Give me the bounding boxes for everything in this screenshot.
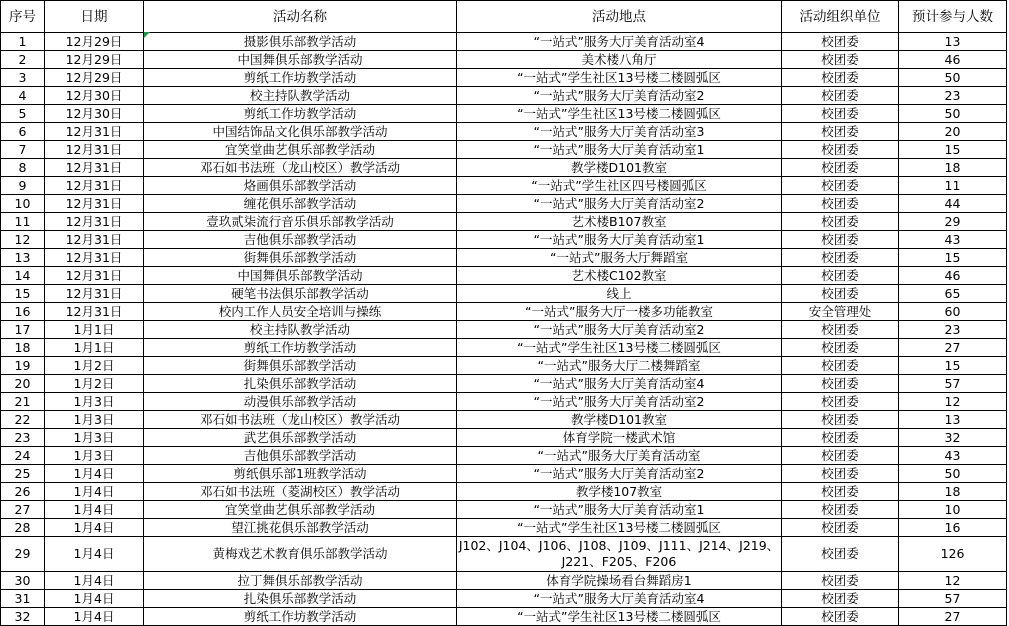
table-row [1,375,1007,393]
cell-org[interactable]: 校团委 [782,51,899,69]
cell-place[interactable]: “一站式”服务大厅一楼多功能教室 [457,303,782,321]
cell-count[interactable]: 10 [899,501,1007,519]
cell-place[interactable]: “一站式”服务大厅二楼舞蹈室 [457,357,782,375]
cell-name[interactable]: 吉他俱乐部教学活动 [144,231,457,249]
cell-no[interactable]: 1 [1,33,45,51]
cell-name[interactable]: 吉他俱乐部教学活动 [144,447,457,465]
cell-date[interactable]: 1月1日 [45,321,144,339]
cell-date[interactable]: 12月31日 [45,285,144,303]
table-row [1,483,1007,501]
cell-date[interactable]: 12月29日 [45,51,144,69]
cell-place[interactable]: 体育学院一楼武术馆 [457,429,782,447]
cell-no[interactable]: 22 [1,411,45,429]
cell-place[interactable]: “一站式”服务大厅美育活动室4 [457,590,782,608]
cell-place[interactable]: “一站式”学生社区13号楼二楼圆弧区 [457,339,782,357]
cell-no[interactable]: 12 [1,231,45,249]
cell-date[interactable]: 1月4日 [45,572,144,590]
cell-name[interactable]: 缠花俱乐部教学活动 [144,195,457,213]
table-row [1,339,1007,357]
cell-no[interactable]: 13 [1,249,45,267]
cell-date[interactable]: 12月31日 [45,267,144,285]
cell-org[interactable]: 校团委 [782,105,899,123]
cell-no[interactable]: 28 [1,519,45,537]
cell-org[interactable]: 校团委 [782,249,899,267]
cell-count[interactable]: 60 [899,303,1007,321]
cell-count[interactable]: 44 [899,195,1007,213]
cell-no[interactable]: 23 [1,429,45,447]
cell-org[interactable]: 校团委 [782,267,899,285]
cell-place[interactable]: “一站式”服务大厅美育活动室3 [457,123,782,141]
cell-name[interactable]: 宜笑堂曲艺俱乐部教学活动 [144,501,457,519]
cell-org[interactable]: 校团委 [782,213,899,231]
cell-name[interactable]: 街舞俱乐部教学活动 [144,249,457,267]
cell-name[interactable]: 街舞俱乐部教学活动 [144,357,457,375]
cell-date[interactable]: 12月29日 [45,69,144,87]
table-row [1,393,1007,411]
cell-name[interactable]: 剪纸工作坊教学活动 [144,339,457,357]
cell-name[interactable]: 动漫俱乐部教学活动 [144,393,457,411]
cell-date[interactable]: 1月4日 [45,483,144,501]
cell-no[interactable]: 30 [1,572,45,590]
cell-count[interactable]: 20 [899,123,1007,141]
cell-no[interactable]: 11 [1,213,45,231]
cell-name[interactable]: 邓石如书法班（龙山校区）教学活动 [144,411,457,429]
cell-no[interactable]: 32 [1,608,45,626]
cell-org[interactable]: 校团委 [782,483,899,501]
cell-org[interactable]: 校团委 [782,393,899,411]
cell-count[interactable]: 16 [899,519,1007,537]
table-row [1,123,1007,141]
cell-place[interactable]: “一站式”学生社区13号楼二楼圆弧区 [457,69,782,87]
cell-count[interactable]: 50 [899,69,1007,87]
table-row [1,321,1007,339]
cell-count[interactable]: 23 [899,87,1007,105]
cell-date[interactable]: 12月31日 [45,249,144,267]
cell-no[interactable]: 31 [1,590,45,608]
cell-date[interactable]: 1月1日 [45,339,144,357]
cell-date[interactable]: 1月4日 [45,465,144,483]
header-row [1,1,1007,33]
cell-place[interactable]: “一站式”服务大厅美育活动室2 [457,321,782,339]
cell-org[interactable]: 安全管理处 [782,303,899,321]
cell-name[interactable]: 壹玖贰柒流行音乐俱乐部教学活动 [144,213,457,231]
cell-place[interactable]: “一站式”服务大厅美育活动室1 [457,231,782,249]
cell-no[interactable]: 18 [1,339,45,357]
cell-count[interactable]: 43 [899,447,1007,465]
cell-count[interactable]: 15 [899,141,1007,159]
cell-org[interactable]: 校团委 [782,141,899,159]
cell-date[interactable]: 12月31日 [45,303,144,321]
cell-place[interactable]: “一站式”服务大厅美育活动室2 [457,465,782,483]
cell-count[interactable]: 57 [899,590,1007,608]
cell-org[interactable]: 校团委 [782,590,899,608]
cell-org[interactable]: 校团委 [782,608,899,626]
cell-count[interactable]: 18 [899,159,1007,177]
cell-count[interactable]: 43 [899,231,1007,249]
table-row [1,87,1007,105]
cell-no[interactable]: 2 [1,51,45,69]
cell-name[interactable]: 硬笔书法俱乐部教学活动 [144,285,457,303]
cell-org[interactable]: 校团委 [782,231,899,249]
cell-org[interactable]: 校团委 [782,339,899,357]
cell-no[interactable]: 4 [1,87,45,105]
cell-date[interactable]: 1月3日 [45,447,144,465]
cell-date[interactable]: 12月31日 [45,123,144,141]
cell-count[interactable]: 23 [899,321,1007,339]
cell-name[interactable]: 拉丁舞俱乐部教学活动 [144,572,457,590]
cell-date[interactable]: 1月2日 [45,375,144,393]
cell-date[interactable]: 12月31日 [45,159,144,177]
cell-count[interactable]: 126 [899,537,1007,572]
cell-no[interactable]: 16 [1,303,45,321]
table-row [1,590,1007,608]
cell-org[interactable]: 校团委 [782,195,899,213]
cell-count[interactable]: 50 [899,105,1007,123]
table-row [1,177,1007,195]
header-place[interactable]: 活动地点 [457,1,782,33]
cell-no[interactable]: 5 [1,105,45,123]
cell-date[interactable]: 12月31日 [45,213,144,231]
cell-name[interactable]: 邓石如书法班（菱湖校区）教学活动 [144,483,457,501]
cell-place[interactable]: “一站式”服务大厅美育活动室2 [457,87,782,105]
cell-count[interactable]: 27 [899,339,1007,357]
cell-date[interactable]: 1月3日 [45,411,144,429]
cell-org[interactable]: 校团委 [782,87,899,105]
cell-org[interactable]: 校团委 [782,285,899,303]
cell-no[interactable]: 29 [1,537,45,572]
table-row [1,465,1007,483]
table-row [1,537,1007,572]
cell-date[interactable]: 1月3日 [45,429,144,447]
cell-name[interactable]: 剪纸俱乐部1班教学活动 [144,465,457,483]
cell-place[interactable]: “一站式”服务大厅美育活动室1 [457,141,782,159]
cell-count[interactable]: 27 [899,608,1007,626]
cell-org[interactable]: 校团委 [782,177,899,195]
cell-place[interactable]: “一站式”服务大厅舞蹈室 [457,249,782,267]
cell-count[interactable]: 65 [899,285,1007,303]
cell-name[interactable]: 剪纸工作坊教学活动 [144,608,457,626]
cell-name[interactable]: 校主持队教学活动 [144,321,457,339]
cell-name[interactable]: 烙画俱乐部教学活动 [144,177,457,195]
cell-place[interactable]: 艺术楼B107教室 [457,213,782,231]
table-row [1,411,1007,429]
table-row [1,51,1007,69]
cell-comment-marker [144,32,150,38]
cell-date[interactable]: 1月4日 [45,537,144,572]
cell-name[interactable]: 校内工作人员安全培训与操练 [144,303,457,321]
cell-date[interactable]: 1月4日 [45,501,144,519]
cell-no[interactable]: 9 [1,177,45,195]
cell-name[interactable]: 中国结饰品文化俱乐部教学活动 [144,123,457,141]
cell-name[interactable]: 校主持队教学活动 [144,87,457,105]
cell-count[interactable]: 15 [899,357,1007,375]
cell-name[interactable]: 中国舞俱乐部教学活动 [144,51,457,69]
cell-no[interactable]: 20 [1,375,45,393]
cell-org[interactable]: 校团委 [782,33,899,51]
table-row [1,519,1007,537]
cell-org[interactable]: 校团委 [782,519,899,537]
header-count[interactable]: 预计参与人数 [899,1,1007,33]
cell-place[interactable]: “一站式”服务大厅美育活动室 [457,447,782,465]
cell-no[interactable]: 10 [1,195,45,213]
cell-place[interactable]: 美术楼八角厅 [457,51,782,69]
cell-no[interactable]: 26 [1,483,45,501]
header-date[interactable]: 日期 [45,1,144,33]
cell-count[interactable]: 12 [899,393,1007,411]
cell-no[interactable]: 24 [1,447,45,465]
cell-date[interactable]: 12月29日 [45,33,144,51]
cell-org[interactable]: 校团委 [782,501,899,519]
table-row [1,105,1007,123]
cell-count[interactable]: 50 [899,465,1007,483]
cell-date[interactable]: 12月30日 [45,105,144,123]
table-row [1,141,1007,159]
table-row [1,213,1007,231]
cell-no[interactable]: 15 [1,285,45,303]
table-row [1,501,1007,519]
table-row [1,231,1007,249]
table-row [1,357,1007,375]
table-row [1,267,1007,285]
cell-date[interactable]: 1月3日 [45,393,144,411]
cell-count[interactable]: 29 [899,213,1007,231]
cell-date[interactable]: 1月4日 [45,590,144,608]
cell-name[interactable]: 扎染俱乐部教学活动 [144,375,457,393]
cell-org[interactable]: 校团委 [782,357,899,375]
cell-place[interactable]: J102、J104、J106、J108、J109、J111、J214、J219、J221、F205、F206 [457,537,782,572]
cell-place[interactable]: 教学楼D101教室 [457,411,782,429]
cell-no[interactable]: 7 [1,141,45,159]
cell-place[interactable]: 体育学院操场看台舞蹈房1 [457,572,782,590]
cell-place[interactable]: 教学楼D101教室 [457,159,782,177]
cell-place[interactable]: “一站式”学生社区13号楼二楼圆弧区 [457,519,782,537]
cell-org[interactable]: 校团委 [782,572,899,590]
cell-place[interactable]: 艺术楼C102教室 [457,267,782,285]
cell-count[interactable]: 13 [899,33,1007,51]
cell-count[interactable]: 11 [899,177,1007,195]
cell-no[interactable]: 3 [1,69,45,87]
cell-no[interactable]: 17 [1,321,45,339]
cell-org[interactable]: 校团委 [782,429,899,447]
cell-date[interactable]: 12月31日 [45,177,144,195]
cell-count[interactable]: 32 [899,429,1007,447]
table-row [1,608,1007,626]
cell-place[interactable]: “一站式”学生社区四号楼圆弧区 [457,177,782,195]
cell-count[interactable]: 13 [899,411,1007,429]
cell-date[interactable]: 1月4日 [45,608,144,626]
cell-no[interactable]: 27 [1,501,45,519]
cell-place[interactable]: “一站式”学生社区13号楼二楼圆弧区 [457,105,782,123]
table-row [1,285,1007,303]
cell-count[interactable]: 46 [899,51,1007,69]
cell-no[interactable]: 21 [1,393,45,411]
cell-org[interactable]: 校团委 [782,465,899,483]
cell-name[interactable]: 黄梅戏艺术教育俱乐部教学活动 [144,537,457,572]
cell-org[interactable]: 校团委 [782,123,899,141]
cell-org[interactable]: 校团委 [782,321,899,339]
cell-date[interactable]: 1月2日 [45,357,144,375]
cell-count[interactable]: 15 [899,249,1007,267]
cell-place[interactable]: “一站式”服务大厅美育活动室2 [457,195,782,213]
cell-place[interactable]: “一站式”服务大厅美育活动室2 [457,393,782,411]
table-row [1,572,1007,590]
cell-org[interactable]: 校团委 [782,69,899,87]
cell-place[interactable]: “一站式”服务大厅美育活动室4 [457,33,782,51]
table-row [1,33,1007,51]
cell-date[interactable]: 12月30日 [45,87,144,105]
cell-place[interactable]: “一站式”学生社区13号楼二楼圆弧区 [457,608,782,626]
table-row [1,159,1007,177]
cell-no[interactable]: 25 [1,465,45,483]
cell-name[interactable]: 邓石如书法班（龙山校区）教学活动 [144,159,457,177]
cell-org[interactable]: 校团委 [782,375,899,393]
cell-place[interactable]: 线上 [457,285,782,303]
cell-name[interactable]: 武艺俱乐部教学活动 [144,429,457,447]
cell-org[interactable]: 校团委 [782,537,899,572]
cell-name[interactable]: 剪纸工作坊教学活动 [144,105,457,123]
cell-count[interactable]: 57 [899,375,1007,393]
cell-org[interactable]: 校团委 [782,159,899,177]
cell-name[interactable]: 剪纸工作坊教学活动 [144,69,457,87]
cell-count[interactable]: 46 [899,267,1007,285]
cell-name[interactable]: 宜笑堂曲艺俱乐部教学活动 [144,141,457,159]
cell-name[interactable]: 中国舞俱乐部教学活动 [144,267,457,285]
cell-no[interactable]: 8 [1,159,45,177]
cell-no[interactable]: 6 [1,123,45,141]
cell-count[interactable]: 12 [899,572,1007,590]
cell-date[interactable]: 12月31日 [45,141,144,159]
cell-name[interactable]: 望江挑花俱乐部教学活动 [144,519,457,537]
table-row [1,195,1007,213]
header-name[interactable]: 活动名称 [144,1,457,33]
cell-name[interactable]: 摄影俱乐部教学活动 [144,33,457,51]
table-row [1,69,1007,87]
table-row [1,303,1007,321]
cell-place[interactable]: “一站式”服务大厅美育活动室4 [457,375,782,393]
cell-no[interactable]: 14 [1,267,45,285]
table-row [1,429,1007,447]
header-org[interactable]: 活动组织单位 [782,1,899,33]
cell-date[interactable]: 12月31日 [45,195,144,213]
header-no[interactable]: 序号 [1,1,45,33]
cell-date[interactable]: 12月31日 [45,231,144,249]
cell-name[interactable]: 扎染俱乐部教学活动 [144,590,457,608]
cell-org[interactable]: 校团委 [782,447,899,465]
table-row [1,447,1007,465]
cell-org[interactable]: 校团委 [782,411,899,429]
cell-count[interactable]: 18 [899,483,1007,501]
cell-no[interactable]: 19 [1,357,45,375]
table-row [1,249,1007,267]
cell-date[interactable]: 1月4日 [45,519,144,537]
cell-place[interactable]: “一站式”服务大厅美育活动室1 [457,501,782,519]
cell-place[interactable]: 教学楼107教室 [457,483,782,501]
